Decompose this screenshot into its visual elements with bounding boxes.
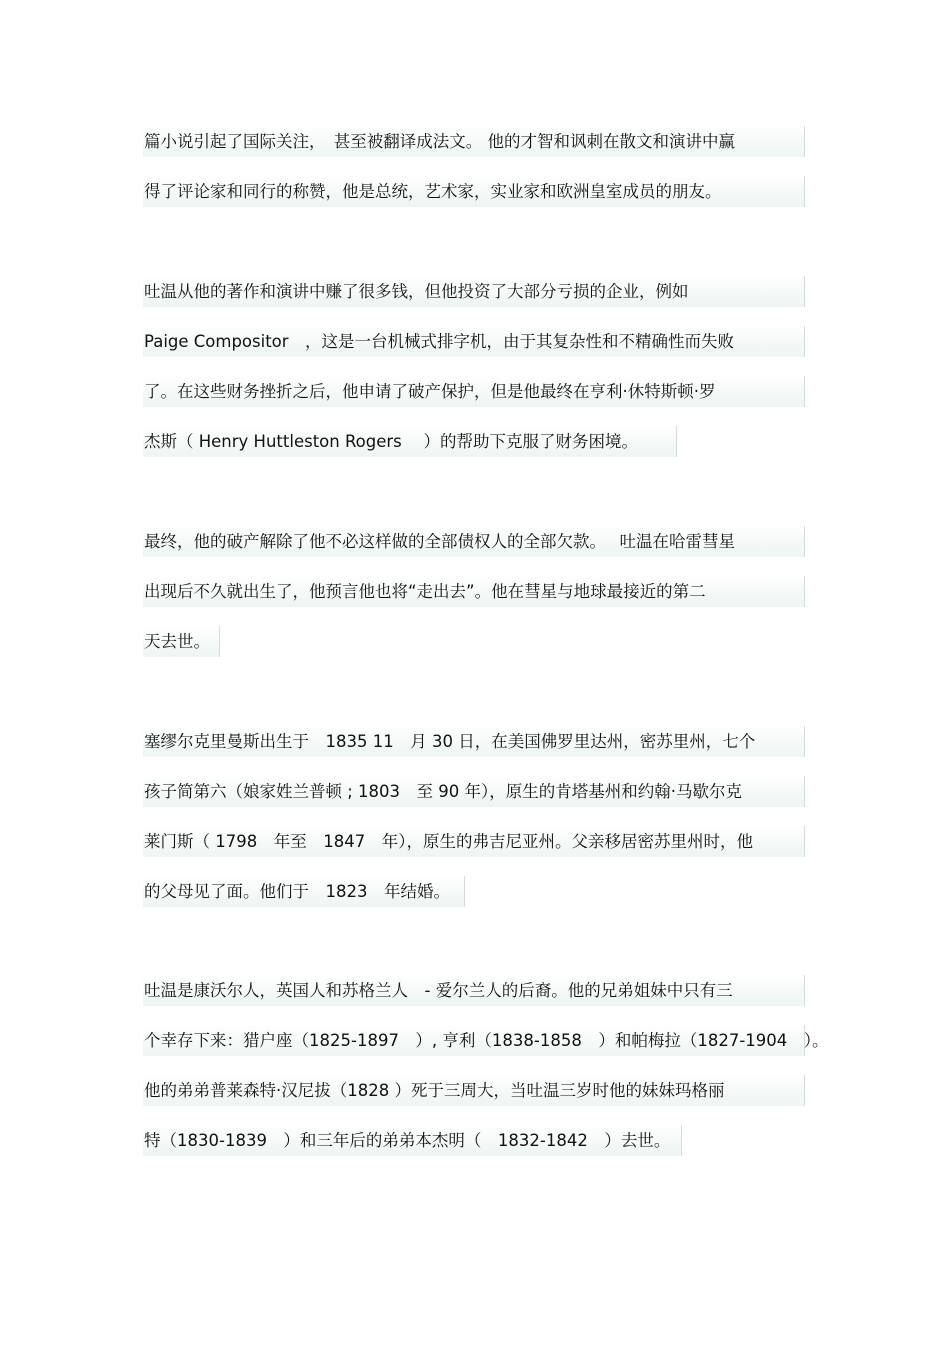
text-line: Paige Compositor ，这是一台机械式排字机，由于其复杂性和不精确性而失败 — [143, 326, 805, 357]
text-line: 篇小说引起了国际关注， 甚至被翻译成法文。 他的才智和讽刺在散文和演讲中赢 — [143, 126, 805, 157]
text-line: 了。在这些财务挫折之后，他申请了破产保护，但是他最终在亨利·休特斯顿·罗 — [143, 376, 805, 407]
text-line: 他的弟弟普莱森特·汉尼拔（1828 ）死于三周大，当吐温三岁时他的妹妹玛格丽 — [143, 1075, 805, 1106]
text-line: 吐温从他的著作和演讲中赚了很多钱，但他投资了大部分亏损的企业，例如 — [143, 276, 805, 307]
text-line: 杰斯（ Henry Huttleston Rogers ）的帮助下克服了财务困境。 — [143, 426, 677, 457]
paragraph-1 — [143, 126, 805, 207]
text-line: 吐温是康沃尔人，英国人和苏格兰人 - 爱尔兰人的后裔。他的兄弟姐妹中只有三 — [143, 975, 805, 1006]
paragraph-3 — [143, 526, 805, 657]
text-line: 得了评论家和同行的称赞，他是总统，艺术家，实业家和欧洲皇室成员的朋友。 — [143, 176, 805, 207]
text-line: 个幸存下来：猎户座（1825-1897 ）, 亨利（1838-1858 ）和帕梅拉（1827-1904 ）。 — [143, 1025, 805, 1056]
paragraph-5 — [143, 975, 829, 1156]
paragraph-2 — [143, 276, 805, 457]
paragraph-4 — [143, 726, 805, 907]
text-line: 孩子简第六（娘家姓兰普顿 ; 1803 至 90 年），原生的肯塔基州和约翰·马歇尔克 — [143, 776, 805, 807]
text-line: 特（1830-1839 ）和三年后的弟弟本杰明（ 1832-1842 ）去世。 — [143, 1125, 682, 1156]
text-line: 出现后不久就出生了，他预言他也将“走出去”。他在彗星与地球最接近的第二 — [143, 576, 805, 607]
text-line: 塞缪尔克里曼斯出生于 1835 11 月 30 日，在美国佛罗里达州，密苏里州，七个 — [143, 726, 805, 757]
text-line: 的父母见了面。他们于 1823 年结婚。 — [143, 876, 465, 907]
text-line: 莱门斯（ 1798 年至 1847 年），原生的弗吉尼亚州。父亲移居密苏里州时，他 — [143, 826, 805, 857]
text-line: 最终，他的破产解除了他不必这样做的全部债权人的全部欠款。 吐温在哈雷彗星 — [143, 526, 805, 557]
text-line: 天去世。 — [143, 626, 220, 657]
